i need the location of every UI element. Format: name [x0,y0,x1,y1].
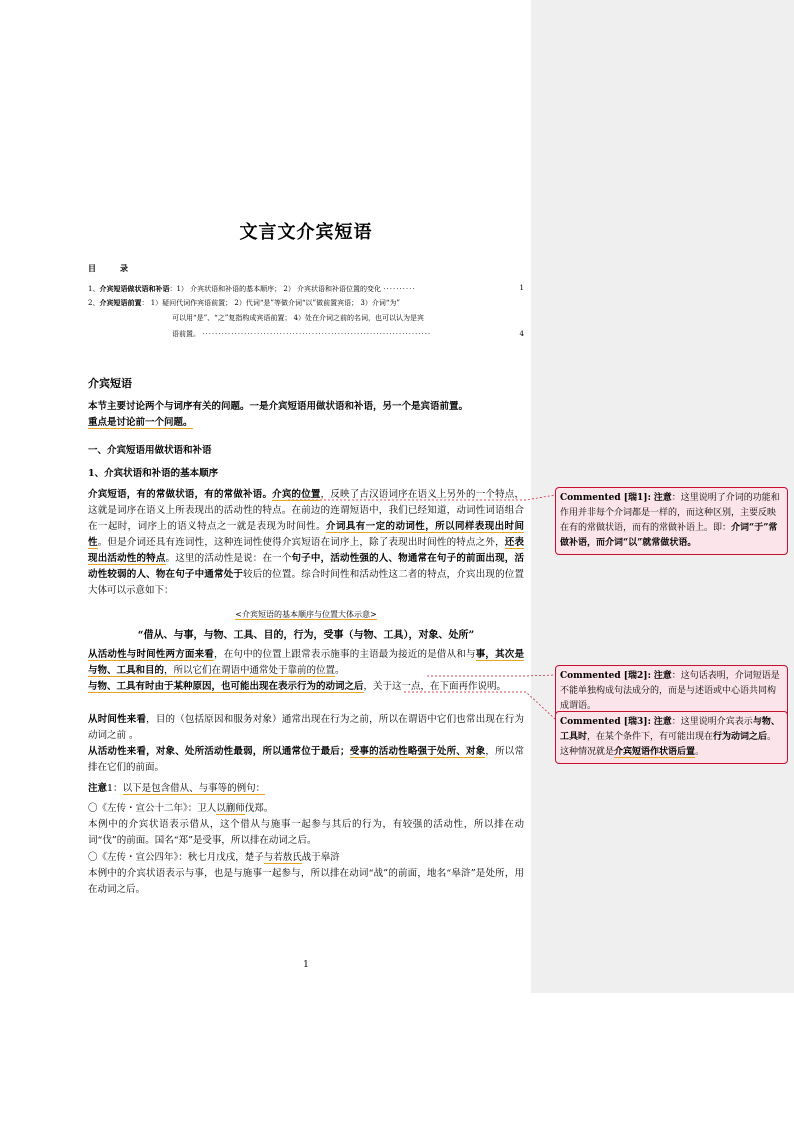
para3-c: 出现在行为动词之前 。 [88,714,524,741]
heading-1: 一、介宾短语用做状语和补语 [88,445,212,456]
paragraph-2 [88,647,524,695]
toc-entry-1[interactable] [88,283,524,295]
toc-entry-text: 语前置。 [172,330,200,338]
para1-d: 一个特点，这就是词序在语义上所表现出的活动性的特点。在前边的连谓短语中，我们已经 [88,489,524,516]
example-explanation-2: 浒”是处所，用在动词之后。 [88,868,525,895]
para2-h: ，关于这一点，在下面再 [363,681,469,692]
section-title: 介宾短语 [88,377,132,390]
diagram-caption [88,607,524,623]
example-explanation-2: 排在动词“伐”的前面。国名“郑”是受事，所以排在动词之后。 [88,819,524,846]
para1-l: 句子中，活动性强的人、物通常在句子的前面出现，活动性较弱的人、物在句子中通常处于 [88,553,524,580]
toc-label-b: 录 [120,263,128,273]
toc-label-a: 目 [88,263,96,273]
para2-i: 作说明。 [468,681,507,692]
toc-entry-text: ： 1）疑问代词作宾语前置； 2）代词“是”等做介词“以”做前置宾语； 3）介词“为” [141,299,400,307]
example-explanation: 本例中的介宾状语表示与事，也是与施事一起参与，所以排在动词“战”的前面，地名“皋 [88,868,462,879]
comment-text: ：这句话表明，介词短语是不能单独构成句法成分的，而是与述语或中心语共同构成谓语。 [560,671,780,711]
intro-sentence-2: 重点是讨论前一个问题。 [88,417,193,428]
toc-leader: ······································································· [202,330,432,338]
page-number: 1 [303,960,309,970]
para4-c: 象 [475,746,486,757]
comment-text-bold: 介词“于”常做补语，而介词“以”就常做状语。 [560,523,778,548]
para1-f: 介词具有一定 [326,521,386,532]
para4-a: 从活动性来看，对象、处所活动性最弱，所以通常位于最后； [88,746,350,757]
para1-e: 知道，动词性词语组合在一起时，词序上的语义特点之一就是表现为时间性。 [88,505,524,532]
para1-j: 还表现出活动性的特点 [88,537,524,564]
para2-c: 事，其次是与物、工具和目的 [88,649,524,676]
example-2 [88,850,524,898]
para3-b: ，目的（包括原因和服务对象）通常出现在行为之前，所以在谓语中它们也常 [146,714,476,725]
comment-author: Commented [瑞1]: [560,493,651,503]
note-text: 以下是包含借从、与事等的例句： [122,783,266,794]
toc-entry-title: 介宾短语前置 [99,298,142,307]
caption-text: <介宾短语的基本顺序与位置大体示意> [235,610,377,619]
para1-g: 的动词性，所以同样表现出时间性 [88,521,524,548]
toc-entry-number: 2、 [88,299,100,307]
comment-anchor-1[interactable]: 介宾的位置 [272,489,321,500]
comment-balloon-3[interactable] [555,711,788,764]
para1-m: 较后的位置。综合时间性和活动性这二者的特点，介宾出现的位置大体可以示意如下： [88,569,524,596]
toc-entry-2-cont [172,313,524,324]
toc-entry-text: 可以用“是”、“之”复指构成宾语前置； 4）处在介词之前的名词，也可以认为是宾 [172,314,424,322]
para2-e: 。 [335,665,345,676]
para3-a: 从时间性来看 [88,714,147,725]
paragraph-3 [88,712,524,744]
comment-balloon-1[interactable] [555,487,788,555]
toc-page-number: 1 [519,284,524,292]
example-tail: 伐郑。 [244,803,274,814]
example-highlight: 与若敖氏 [263,852,302,863]
toc-entry-number: 1、 [88,285,100,293]
toc-page-number: 4 [519,330,524,338]
toc-leader: ·········· [383,285,416,293]
comment-text-bold: 与物、工具时 [560,717,780,742]
comment-keyword: 注意 [653,717,672,727]
comment-author: Commented [瑞3]: [560,717,651,727]
para1-k: 。这里的活动性是说：在一个 [165,553,292,564]
comment-text-bold: 行为动词之后 [713,732,768,742]
note-number: 1： [107,783,123,794]
comment-text: ：这里说明了介词的功能和作用并非每个介词都是一样的，而这种区别，主要反映在有的常做状语，而有的常做补语上。即： [560,493,780,533]
example-highlight: 以蒯师 [216,803,245,814]
example-source: 〇《左传・宣公十二年》：卫人 [88,803,217,814]
para1-i: 序上，除了表现出时间性的特点之外， [340,537,505,548]
comment-anchor-3[interactable]: ，也可能出现在表示行为的动词之后 [211,681,364,692]
note-1 [88,781,524,797]
comment-keyword: 注意 [653,493,672,503]
toc-entry-title: 介宾短语做状语和补语 [99,284,170,293]
comment-keyword: 注意 [653,671,672,681]
comment-text-highlight: 介宾短语作状语后置 [614,747,696,757]
comment-text: ：这里说明介宾表示 [671,717,753,727]
para4-d: ，所以常排在它们的前面。 [88,746,524,773]
toc-entry-2-cont2 [172,329,524,340]
toc-heading [88,263,128,274]
comment-author: Commented [瑞2]: [560,671,651,681]
toc-entry-2[interactable] [88,297,524,309]
para1-c: ，反映了古汉语词序在语义上另外的 [320,489,476,500]
intro-sentence-1: 本节主要讨论两个与词序有关的问题。一是介宾短语用做状语和补语，另一个是宾语前置。 [88,401,469,412]
para4-b: 受事的活动性略强于处所、对 [349,746,476,757]
paragraph-1 [88,487,524,599]
example-1 [88,801,524,849]
intro-paragraph [88,399,524,431]
para2-b: ，在句中的位置上跟常表示施事的主语最为接近的是借从和与 [214,649,476,660]
toc-entry-text: ：1） 介宾状语和补语的基本顺序； 2） 介宾状语和补语位置的变化 [169,285,382,293]
document-title: 文言文介宾短语 [239,222,373,243]
para1-a: 介宾短语，有的常做状语，有的常做补语。 [88,489,273,500]
para2-f: 与物、工具有时由于某种原因 [88,681,212,692]
comment-anchor-2[interactable]: ，所以它们在谓语中通常处于靠前的位置 [164,665,336,676]
order-formula: “借从、与事，与物、工具、目的，行为，受事（与物、工具），对象、处所” [137,630,475,641]
example-tail: 战于皋浒 [301,852,340,863]
comment-text: 。 [695,747,705,757]
example-explanation: 本例中的介宾状语表示借从，这个借从与施事一起参与其后的行为，有较强的活动性，所以 [88,819,495,830]
comment-text: 。这种情况就是 [560,732,777,757]
heading-2: 1、介宾状语和补语的基本顺序 [88,468,219,479]
para2-a: 从活动性与时间性两方面来看 [88,649,214,660]
para1-h: 。但是介词还具有连词性，这种连词性使得介宾短语在词 [97,537,340,548]
example-source: 〇《左传・宣公四年》：秋七月戊戌，楚子 [88,852,264,863]
paragraph-4 [88,744,524,776]
comment-text: ，在某个条件下，有可能出现在 [587,732,714,742]
note-label: 注意 [88,783,108,794]
